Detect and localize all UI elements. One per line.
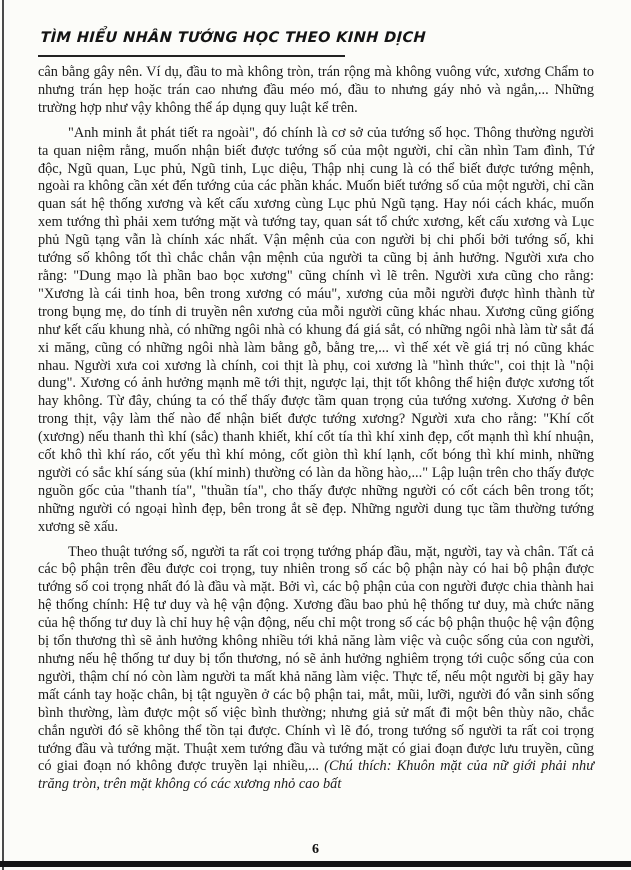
page-number: 6 <box>312 842 319 857</box>
body-text <box>38 64 594 801</box>
paragraph-italic-note: (Chú thích: Khuôn mặt của nữ giới phải như trăng tròn, trên mặt không có các xương nhỏ cao bất <box>38 758 594 793</box>
page-title: TÌM HIỂU NHÂN TƯỚNG HỌC THEO KINH DỊCH <box>40 30 427 46</box>
paragraph-continuation: cân bằng gây nên. Ví dụ, đầu to mà không tròn, trán rộng mà không vuông vức, xương Chẩm to nhưng trán hẹp hoặc trán cao nhưng đầu méo mó, đầu to nhưng gáy nhỏ và ngắn,... Những trường hợp như vậy không thể áp dụng quy luật kể trên. <box>38 64 594 116</box>
scan-left-edge-line <box>2 0 4 870</box>
paragraph-normal-text: Theo thuật tướng số, người ta rất coi trọng tướng pháp đầu, mặt, người, tay và chân. Tất cả các bộ phận trên đều được coi trọng, tuy nhiên trong số các bộ phận này có hai bộ phận được tướng số coi trọng nhất đó là đầu và mặt. Bởi vì, các bộ phận của con người được chia thành hai hệ thống chính: Hệ tư duy và hệ vận động. Xương đầu bao phủ hệ thống tư duy, mà chức năng của hệ thống tư duy là chỉ huy hệ vận động, nếu chỉ một trong số các bộ phận thuộc hệ vận động bị tổn thương thì sẽ ảnh hưởng không nhiều tới khả năng làm việc và cuộc sống của con người, nhưng nếu hệ thống tư duy bị tổn thương, nó sẽ ảnh hưởng nghiêm trọng tới cuộc sống của con người, thậm chí nó còn làm người ta mất khả năng làm việc. Thực tế, nếu một người bị gãy hay mất cánh tay hoặc chân, bị tật nguyền ở các bộ phận tai, mắt, mũi, lưỡi, người đó vẫn sinh sống bình thường, làm được một số việc bình thường; nhưng giả sử mất đi một bên thùy não, chắc chắn người đó sẽ không thể tồn tại được. Chính vì lẽ đó, trong tướng số người ta rất coi trọng tướng đầu và tướng mặt. Thuật xem tướng đầu và tướng mặt có giai đoạn được lưu truyền, cũng có giai đoạn nó không được truyền lại nhiều,... <box>38 543 594 775</box>
scan-bottom-edge-bar <box>0 861 631 867</box>
title-underline <box>38 55 345 57</box>
paragraph-thuat-tuong-so <box>38 544 594 795</box>
paragraph-tuong-so: "Anh minh ắt phát tiết ra ngoài", đó chính là cơ sở của tướng số học. Thông thường người ta quan niệm rằng, muốn nhận biết được tướng số của một người, chỉ cần nhìn Tam đình, Tứ độc, Ngũ quan, Lục phủ, Ngũ tinh, Lục diệu, Thập nhị cung là có thể biết được tướng mệnh, ngoài ra không cần xét đến tướng của các phần khác. Muốn biết tướng số của một người, chỉ cần quan sát hệ thống xương và kết cấu xương cùng Lục phủ Ngũ tạng. Hay nói cách khác, muốn xem tướng thì phải xem tướng mặt và tướng tay, quan sát tổ chức xương, kết cấu xương và Lục phủ Ngũ tạng vẫn là chính xác nhất. Vận mệnh của con người bị chi phối bởi tướng số, khi tướng số không tốt thì chắc chắn vận mệnh của người ta cũng bị ảnh hưởng. Người xưa cho rằng: "Dung mạo là phần bao bọc xương" cũng chính vì lẽ trên. Người xưa cũng cho rằng: "Xương là cái tinh hoa, bên trong xương có máu", xương của mỗi người được hình thành từ trong bụng mẹ, do tính di truyền nên xương của mỗi người cũng khác nhau. Xương cũng giống như kết cấu khung nhà, có những ngôi nhà có khung đá giá sắt, có những ngôi nhà làm từ sắt đá xi măng, cũng có những ngôi nhà làm bằng gỗ, bằng tre,... vì thế xét về giá trị nó cũng khác nhau. Người xưa coi xương là chính, coi thịt là phụ, coi xương là "hình thức", coi thịt là "nội dung". Xương có ảnh hưởng mạnh mẽ tới thịt, ngược lại, thịt tốt không thể hiện được xương tốt hay không. Từ đây, chúng ta có thể thấy được tầm quan trọng của tướng xương. Xương ở bên trong thịt, vậy làm thế nào để nhận biết được tướng xương? Người xưa cho rằng: "Khí cốt (xương) nếu thanh thì khí (sắc) thanh khiết, khí cốt tía thì khí xinh đẹp, cốt mạnh thì khí nhuận, cốt khô thì khí ráo, cốt yếu thì khí mỏng, cốt giòn thì khí lạnh, cốt bóng thì khí minh, những người có sắc khí sáng sủa (khí minh) thường có làn da hồng hào,..." Lập luận trên cho thấy được nguồn gốc của "thanh tía", "thuần tía", cho thấy được những người có cốt cách bên trong tốt; những người có ngoại hình đẹp, bên trong ắt sẽ đẹp. Những người dung tục tầm thường tướng xương sẽ xấu. <box>38 124 594 535</box>
